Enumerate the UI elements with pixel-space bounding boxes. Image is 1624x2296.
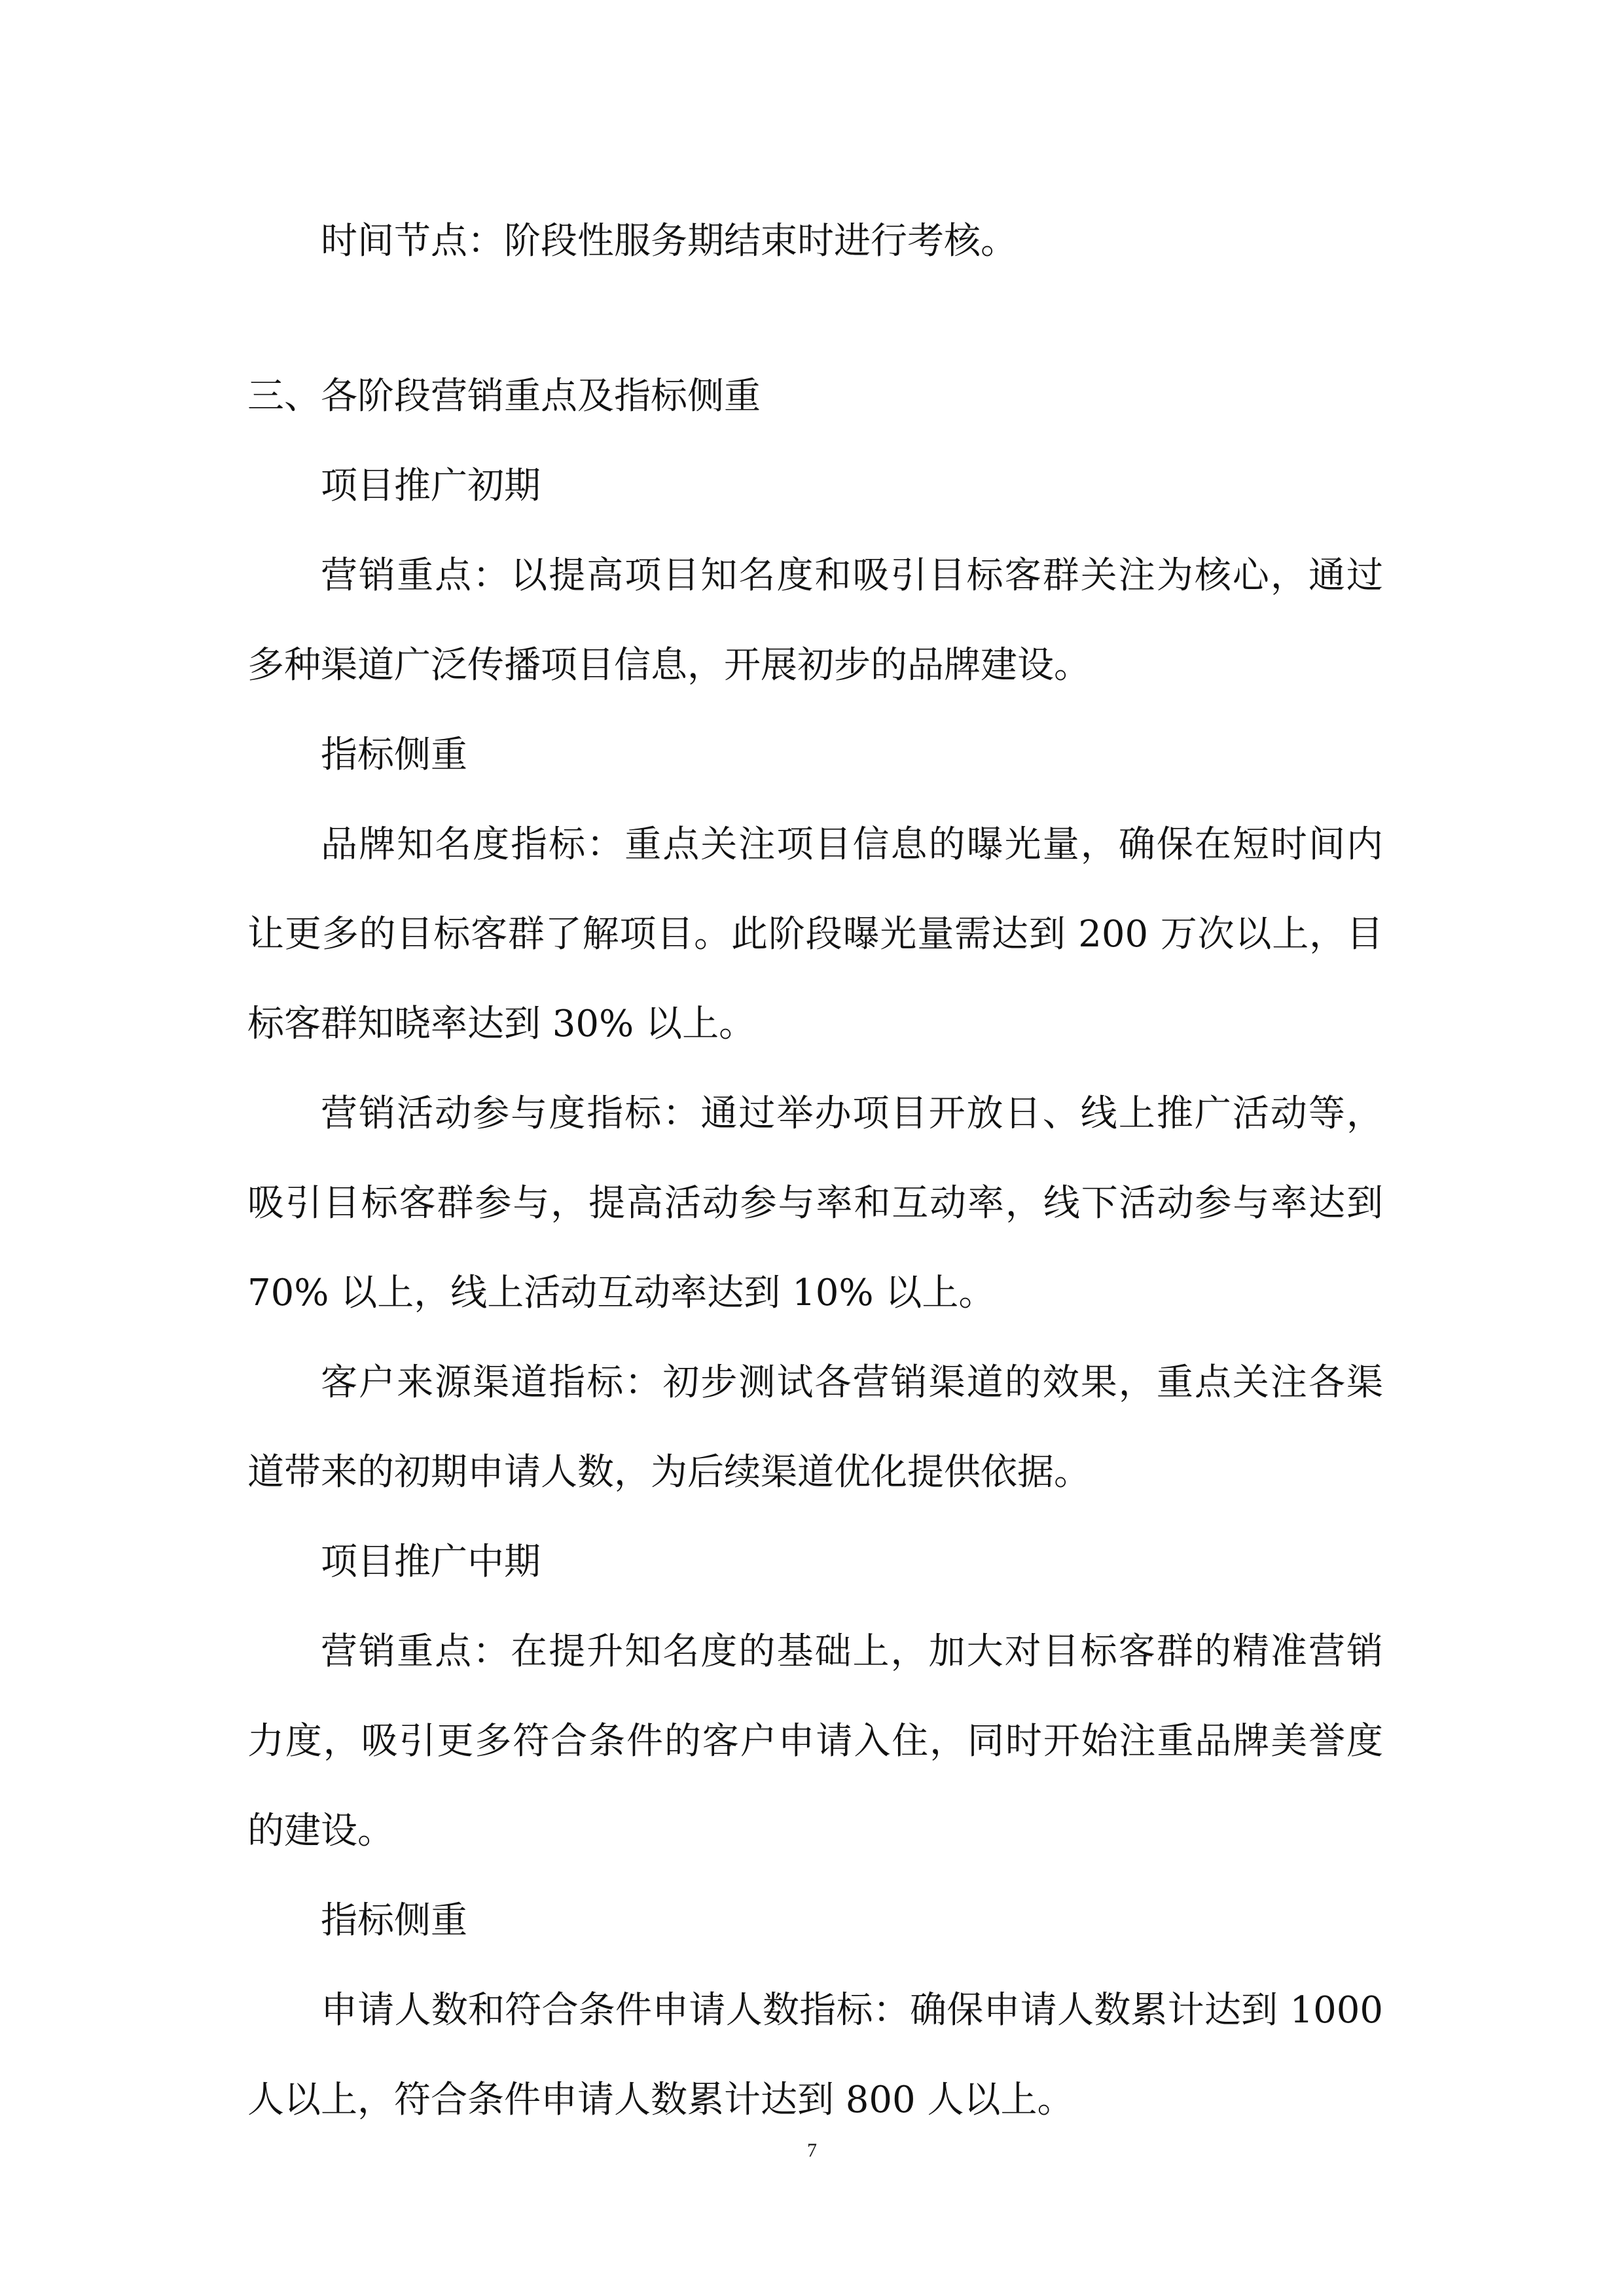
section-heading: 三、各阶段营销重点及指标侧重 (247, 375, 761, 418)
paragraph-activity-participation: 营销活动参与度指标：通过举办项目开放日、线上推广活动等，吸引目标客群参与，提高活动参与率和互动率，线下活动参与率达到 70% 以上，线上活动互动率达到 10% 以上。 (247, 1092, 1383, 1314)
paragraph-applicant-count: 申请人数和符合条件申请人数指标：确保申请人数累计达到 1000 人以上，符合条件申请人数累计达到 800 人以上。 (247, 1989, 1383, 2121)
subheading-early-stage: 项目推广初期 (321, 465, 541, 507)
paragraph-customer-channel: 客户来源渠道指标：初步测试各营销渠道的效果，重点关注各渠道带来的初期申请人数，为后续渠道优化提供依据。 (247, 1361, 1383, 1494)
subheading-indicator-focus-mid: 指标侧重 (321, 1899, 467, 1942)
paragraph-time-node: 时间节点：阶段性服务期结束时进行考核。 (321, 220, 1017, 262)
paragraph-brand-awareness: 品牌知名度指标：重点关注项目信息的曝光量，确保在短时间内让更多的目标客群了解项目。此阶段曝光量需达到 200 万次以上，目标客群知晓率达到 30% 以上。 (247, 823, 1383, 1045)
subheading-indicator-focus-early: 指标侧重 (321, 734, 467, 776)
page-number: 7 (807, 2140, 817, 2161)
paragraph-mid-marketing-focus: 营销重点：在提升知名度的基础上，加大对目标客群的精准营销力度，吸引更多符合条件的客户申请入住，同时开始注重品牌美誉度的建设。 (247, 1630, 1383, 1852)
document-body (247, 196, 1383, 2145)
subheading-mid-stage: 项目推广中期 (321, 1541, 541, 1583)
paragraph-early-marketing-focus: 营销重点：以提高项目知名度和吸引目标客群关注为核心，通过多种渠道广泛传播项目信息，开展初步的品牌建设。 (247, 554, 1383, 687)
